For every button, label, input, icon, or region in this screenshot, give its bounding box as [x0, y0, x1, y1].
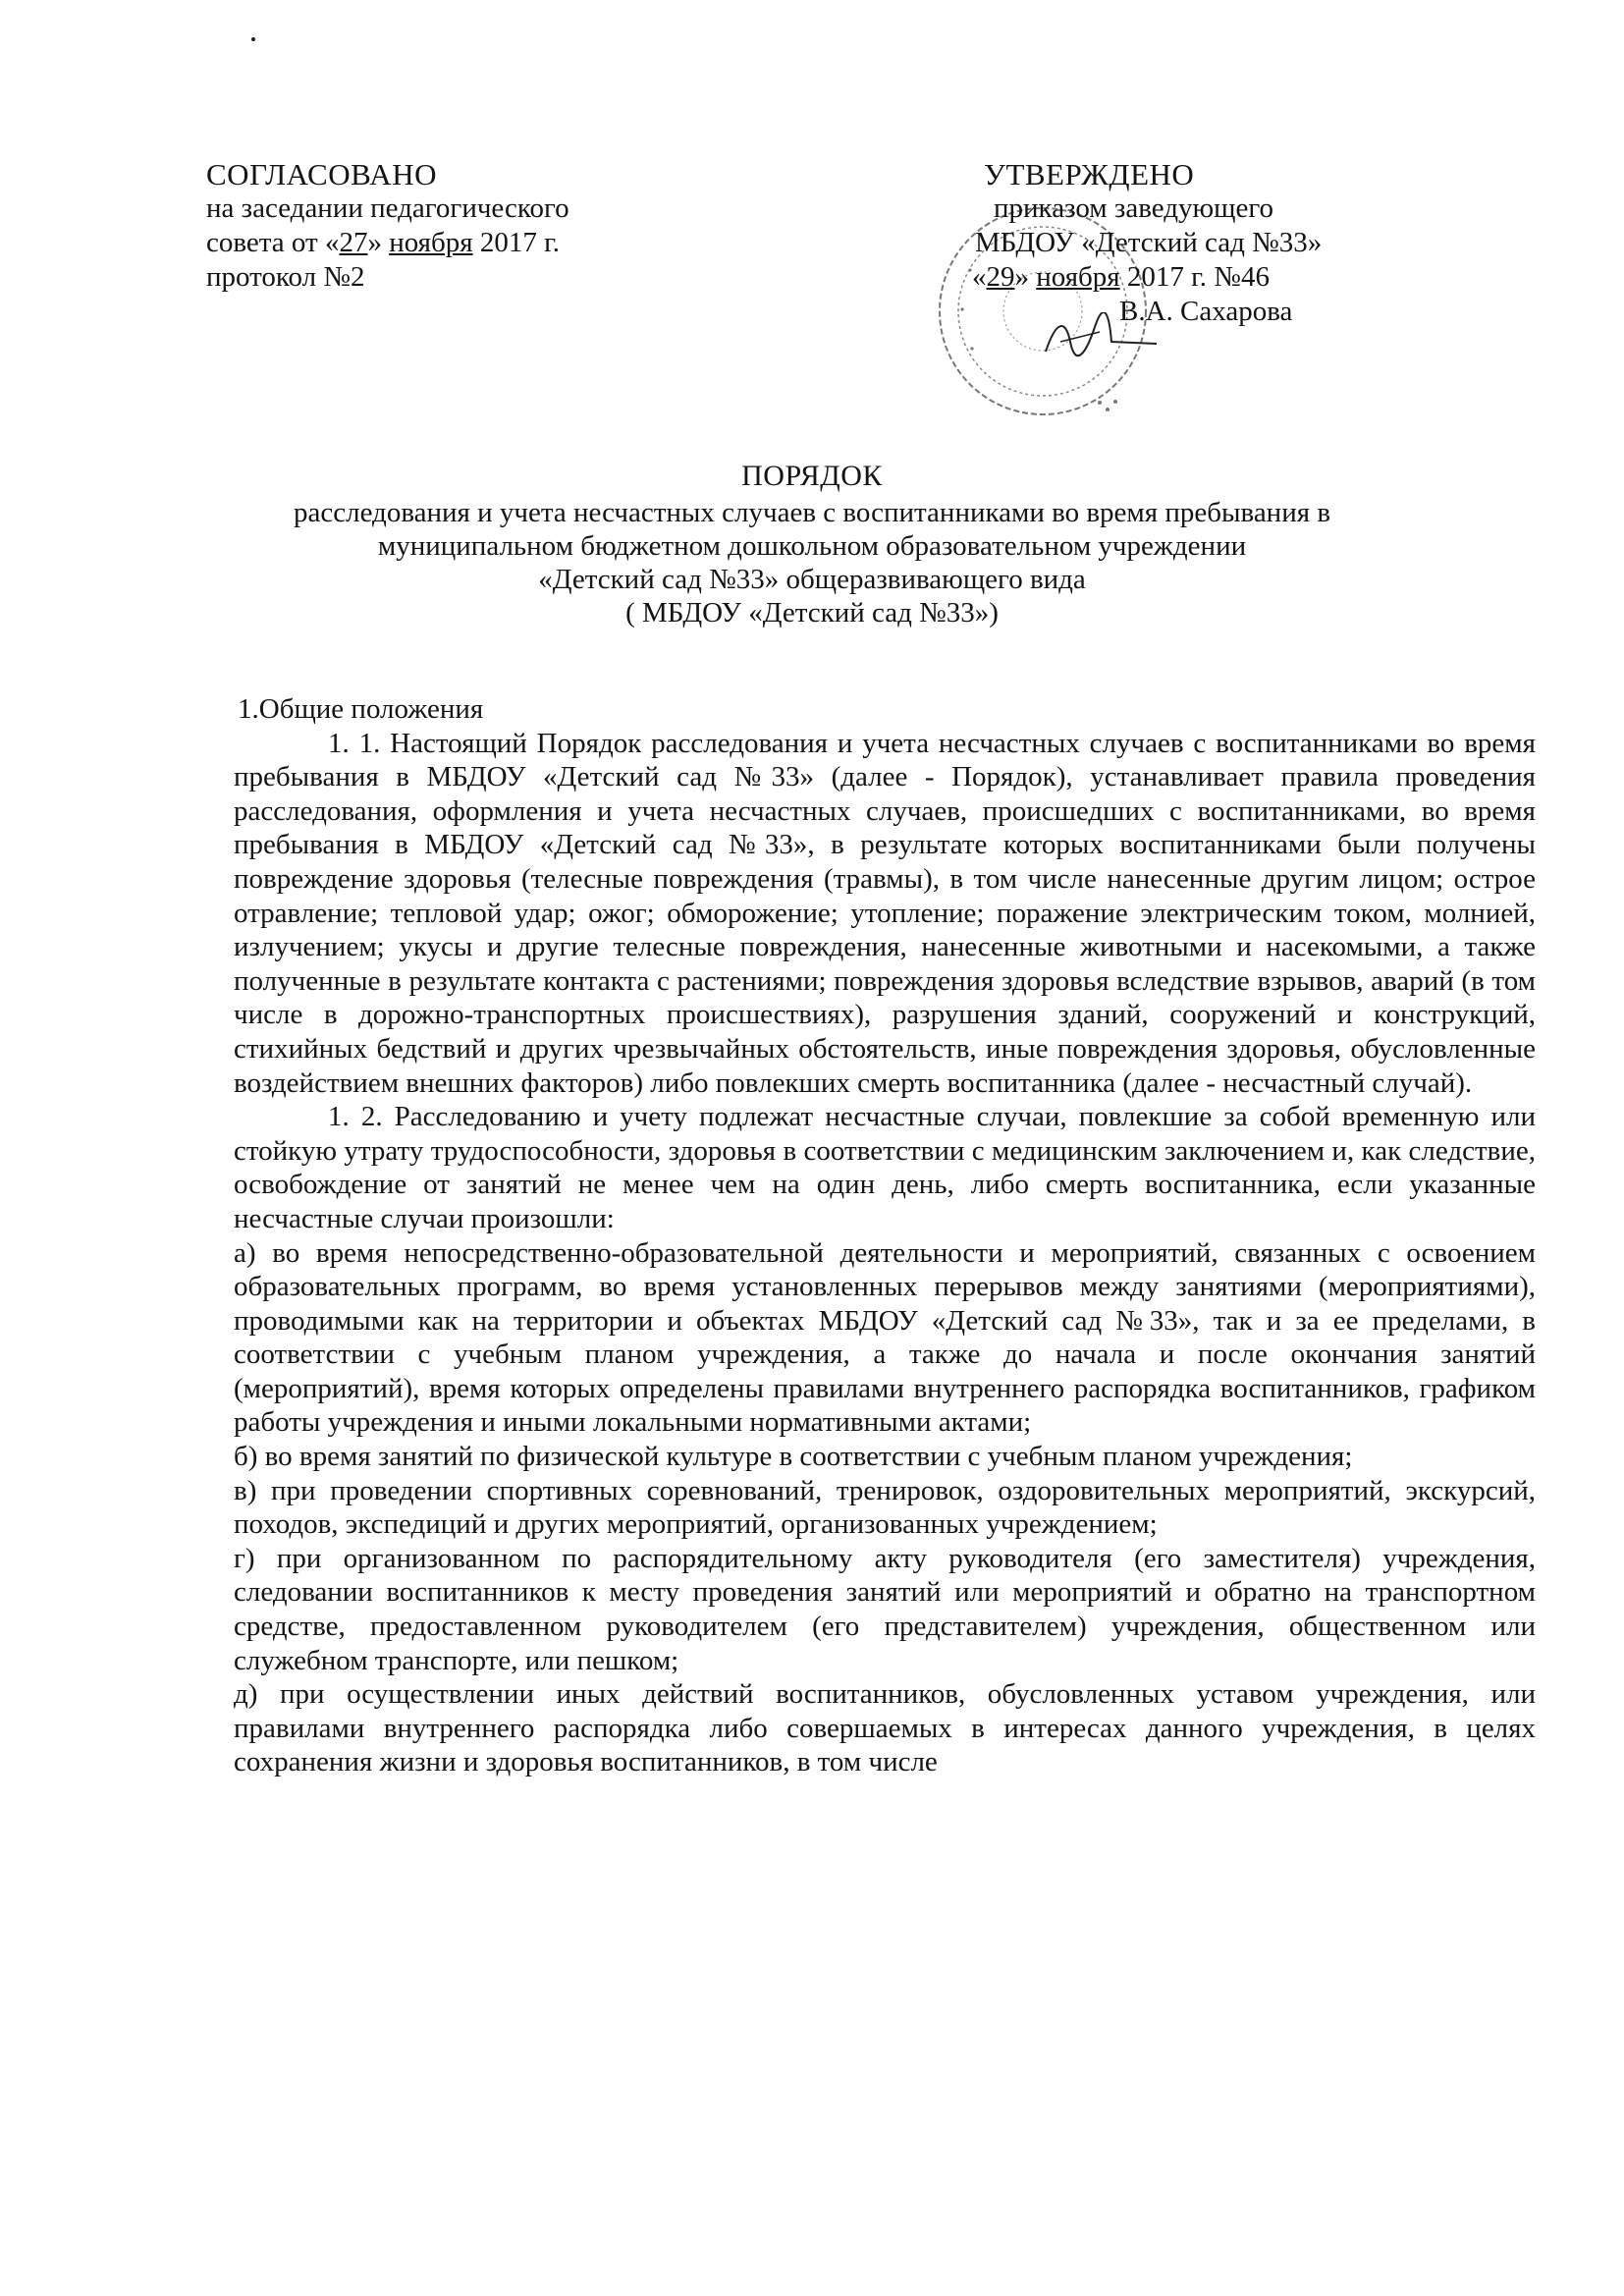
approval-agreed-line1: на заседании педагогического: [206, 192, 569, 224]
list-item-g: г) при организованном по распорядительному акту руководителя (его заместителя) учреждения, следовании воспитанников к месту проведения занятий или мероприятий и обратно на транспортном средстве, предоставленном руководителем (его представителем) учреждения, общественном или служебном транспорте, или пешком;: [234, 1542, 1536, 1676]
title-line1: расследования и учета несчастных случаев с воспитанниками во время пребывания в: [293, 497, 1331, 528]
document-body: [234, 692, 1536, 1779]
order-date-mid: »: [1014, 261, 1037, 293]
approval-agreed-protocol: протокол №2: [206, 261, 365, 293]
document-title-block: [196, 460, 1428, 629]
title-line2: муниципальном бюджетном дошкольном образовательном учреждении: [377, 530, 1247, 562]
date-mid: »: [367, 227, 390, 258]
approval-agreed-heading: СОГЛАСОВАНО: [206, 157, 437, 191]
scan-speck: [251, 37, 255, 41]
approval-approved-block: [972, 157, 1434, 329]
list-item-a: а) во время непосредственно-образовательной деятельности и мероприятий, связанных с освоением образовательных программ, во время установленных перерывов между занятиями (мероприятиями), проводимыми как на территории и объектах МБДОУ «Детский сад №33», так и за ее пределами, в соответствии с учебным планом учреждения, а также до начала и после окончания занятий (мероприятий), время которых определены правилами внутреннего распорядка воспитанников, графиком работы учреждения и иными локальными нормативными актами;: [234, 1236, 1536, 1439]
approval-approved-heading: УТВЕРЖДЕНО: [984, 157, 1195, 191]
date-day: 27: [339, 227, 368, 258]
handwritten-signature: [1041, 312, 1159, 361]
section-heading: 1.Общие положения: [238, 693, 484, 725]
date-suffix: 2017 г.: [472, 227, 560, 258]
paragraph-1-1: 1. 1. Настоящий Порядок расследования и учета несчастных случаев с воспитанниками во время пребывания в МБДОУ «Детский сад №33» (далее - Порядок), устанавливает правила проведения расследования, оформления и учета несчастных случаев, происшедших с воспитанниками, во время пребывания в МБДОУ «Детский сад №33», в результате которых воспитанниками были получены повреждение здоровья (телесные повреждения (травмы), в том числе нанесенные другим лицом; острое отравление; тепловой удар; ожог; обморожение; утопление; поражение электрическим током, молнией, излучением; укусы и другие телесные повреждения, нанесенные животными и насекомыми, а также полученные в результате контакта с растениями; повреждения здоровья вследствие взрывов, аварий (в том числе в дорожно-транспортных происшествиях), разрушения зданий, сооружений и конструкций, стихийных бедствий и других чрезвычайных обстоятельств, иные повреждения здоровья, обусловленные воздействием внешних факторов) либо повлекших смерть воспитанника (далее - несчастный случай).: [234, 727, 1536, 1099]
approval-approved-line1: приказом заведующего: [994, 192, 1274, 224]
title-line3: «Детский сад №33» общеразвивающего вида: [538, 564, 1086, 595]
list-item-d: д) при осуществлении иных действий воспитанников, обусловленных уставом учреждения, или правилами внутреннего распорядка либо совершаемых в интересах данного учреждения, в целях сохранения жизни и здоровья воспитанников, в том числе: [234, 1678, 1536, 1778]
date-prefix: совета от «: [206, 227, 340, 258]
paragraph-1-2: 1. 2. Расследованию и учету подлежат несчастные случаи, повлекшие за собой временную или стойкую утрату трудоспособности, здоровья в соответствии с медицинским заключением и, как следствие, освобождение от занятий не менее чем на один день, либо смерть воспитанника, если указанные несчастные случаи произошли:: [234, 1101, 1536, 1234]
approval-approved-line2: МБДОУ «Детский сад №33»: [975, 227, 1323, 258]
list-item-v: в) при проведении спортивных соревнований, тренировок, оздоровительных мероприятий, экскурсий, походов, экспедиций и других мероприятий, организованных учреждением;: [234, 1474, 1536, 1541]
approval-agreed-block: [206, 157, 756, 295]
approval-signer: В.А. Сахарова: [1119, 296, 1293, 327]
list-item-b: б) во время занятий по физической культуре в соответствии с учебным планом учреждения;: [234, 1441, 1353, 1473]
approval-agreed-date: [206, 226, 756, 260]
date-month: ноября: [389, 227, 473, 258]
order-date-prefix: «: [972, 261, 987, 293]
document-title: ПОРЯДОК: [741, 460, 883, 492]
order-date-day: 29: [986, 261, 1015, 293]
approval-approved-date: [972, 260, 1434, 295]
order-date-month: ноября: [1036, 261, 1120, 293]
order-number: 2017 г. №46: [1119, 261, 1270, 293]
title-line4: ( МБДОУ «Детский сад №33»): [625, 597, 999, 629]
